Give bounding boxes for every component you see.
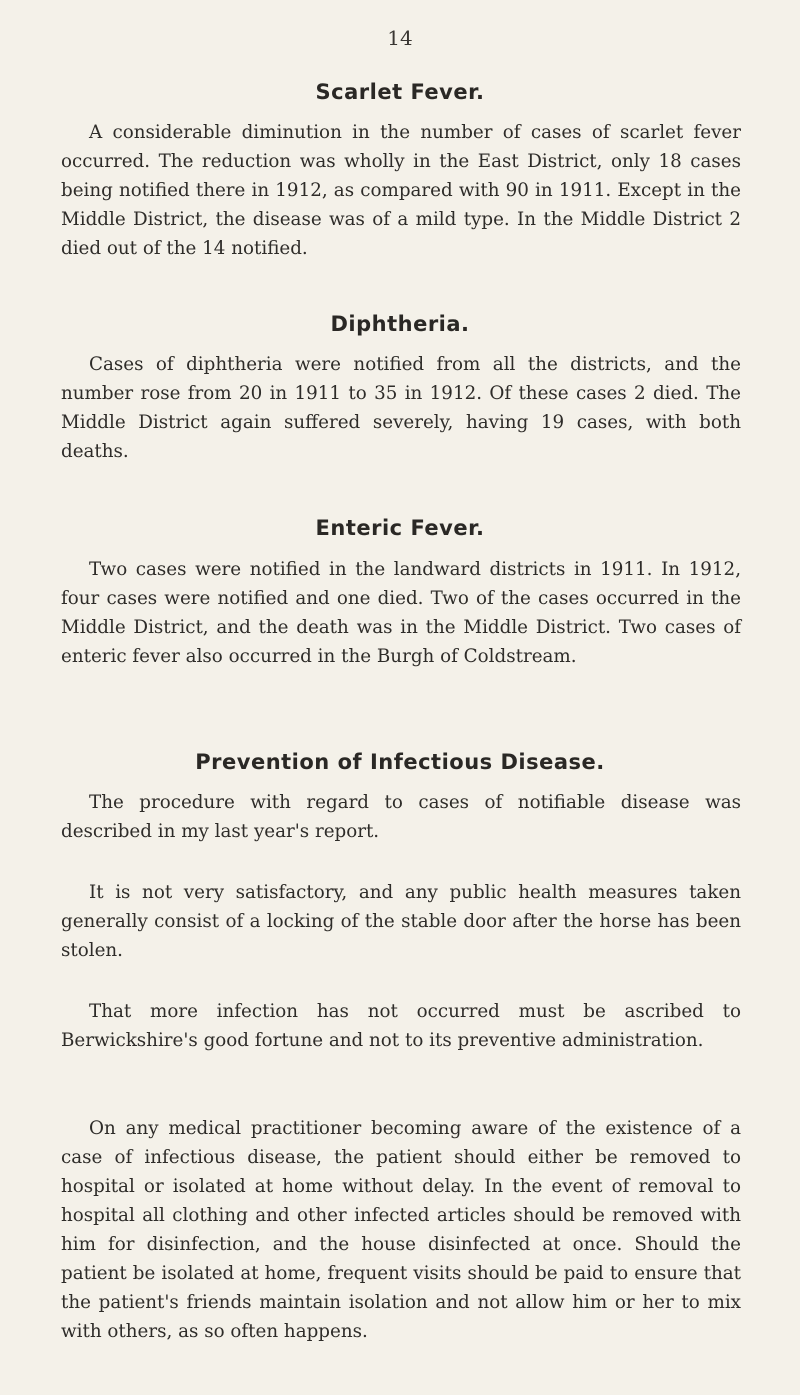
- section-heading-diphtheria: Diphtheria.: [330, 312, 470, 336]
- enteric-fever-paragraph: Two cases were notified in the landward districts in 1911. In 1912, four cases were notified and one died. Two of the cases occurred in the Middle District, and the death was in the Middle District. Two cases of enteric fever also occurred in the Burgh of Coldstream.: [61, 559, 741, 667]
- scarlet-fever-paragraph: A considerable diminution in the number of cases of scarlet fever occurred. The reduction was wholly in the East District, only 18 cases being notified there in 1912, as compared with 90 in 1911. Except in the Middle District, the disease was of a mild type. In the Middle District 2 died out of the 14 notified.: [61, 122, 741, 259]
- prevention-paragraph-3: That more infection has not occurred must be ascribed to Berwickshire's good fortune and not to its preventive administration.: [61, 1001, 741, 1051]
- diphtheria-paragraph: Cases of diphtheria were notified from all the districts, and the number rose from 20 in 1911 to 35 in 1912. Of these cases 2 died. The Middle District again suffered severely, having 19 cases, with both deaths.: [61, 354, 741, 462]
- prevention-paragraph-1: The procedure with regard to cases of notifiable disease was described in my last year's report.: [61, 792, 741, 842]
- prevention-paragraph-4: On any medical practitioner becoming aware of the existence of a case of infectious disease, the patient should either be removed to hospital or isolated at home without delay. In the event of removal to hospital all clothing and other infected articles should be removed with him for disinfection, and the house disinfected at once. Should the patient be isolated at home, frequent visits should be paid to ensure that the patient's friends maintain isolation and not allow him or her to mix with others, as so often happens.: [61, 1118, 741, 1342]
- prevention-paragraph-2: It is not very satisfactory, and any public health measures taken generally consist of a locking of the stable door after the horse has been stolen.: [61, 882, 741, 961]
- section-heading-prevention: Prevention of Infectious Disease.: [195, 750, 605, 774]
- section-heading-enteric-fever: Enteric Fever.: [315, 516, 485, 540]
- page-number: 14: [387, 26, 413, 50]
- section-heading-scarlet-fever: Scarlet Fever.: [315, 80, 485, 104]
